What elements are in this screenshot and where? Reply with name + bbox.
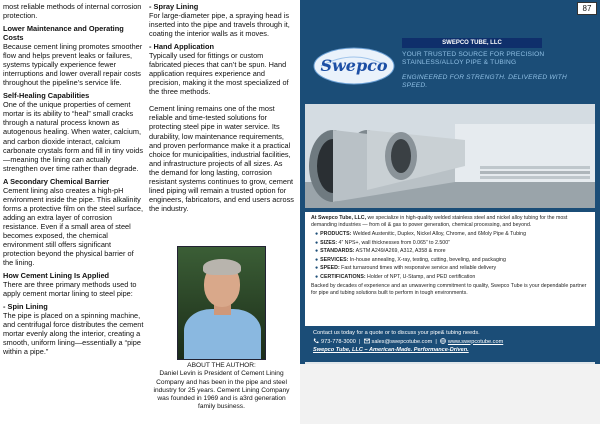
page-number: 87 xyxy=(577,2,597,15)
section-heading: Self-Healing Capabilities xyxy=(3,91,90,101)
section-text: Typically used for fittings or custom fabricated pieces that can’t be spun. Hand application requires experience and precision, making it the most specialized of the three methods. xyxy=(149,51,289,97)
phone-icon xyxy=(313,338,319,344)
ad-bullet: ● CERTIFICATIONS: Holder of NPT, U-Stamp, and PED certification xyxy=(315,273,476,280)
contact-details: 973-778-3000 | sales@swepcotube.com | www.swepcotube.com xyxy=(313,338,587,347)
ad-bullet: ● SERVICES: In-house annealing, X-ray, testing, cutting, beveling, and packaging xyxy=(315,256,506,263)
section-heading: How Cement Lining Is Applied xyxy=(3,271,110,281)
ad-bullet: ● PRODUCTS: Welded Austenitic, Duplex, Nickel Alloy, Chrome, and 6Moly Pipe & Tubing xyxy=(315,231,526,238)
intro-text: most reliable methods of internal corrosion protection. xyxy=(3,2,142,21)
section-heading: A Secondary Chemical Barrier xyxy=(3,176,110,186)
ad-bullet: ● SIZES: 4” NPS+, wall thicknesses from 0.065” to 2.500” xyxy=(315,239,450,246)
ad-bullet: ● SPEED: Fast turnaround times with responsive service and reliable delivery xyxy=(315,265,497,272)
page-margin xyxy=(300,364,600,424)
globe-icon xyxy=(440,338,446,344)
article-column-middle xyxy=(149,2,294,217)
ad-header xyxy=(305,38,595,98)
ad-bullet: ● STANDARDS: ASTM A249/A269, A312, A358 & more xyxy=(315,248,446,255)
ad-contact xyxy=(305,329,595,355)
author-bio: Daniel Levin is President of Cement Lining Company and has been in the pipe and steel industry for 25 years. Cement Lining Company was founded in 1969 and is a3rd generation family business. xyxy=(153,370,290,411)
section-text: For large-diameter pipe, a spraying head is inserted into the pipe and travels through it, coating the interior walls as it moves. xyxy=(149,11,290,39)
phone-link[interactable]: 973-778-3000 xyxy=(321,338,356,345)
section-text: Cement lining also creates a high-pH environment inside the pipe. This alkalinity forms a protective film on the steel surface, adding an extra layer of corrosion resistance. Even if a small area of steel becomes exposed, the chemical environment still offers significant protection beyond the physical barrier of the lining. xyxy=(3,185,143,268)
section-heading: - Hand Application xyxy=(149,42,215,52)
ad-tagline: YOUR TRUSTED SOURCE FOR PRECISION STAINLESS/ALLOY PIPE & TUBING xyxy=(402,51,545,67)
ad-body xyxy=(305,212,595,326)
ad-motto: Swepco Tube, LLC – American-Made. Performance-Driven. xyxy=(313,347,469,354)
author-photo xyxy=(177,246,266,360)
article-column-left xyxy=(3,2,144,360)
email-icon xyxy=(364,338,370,344)
section-heading: Lower Maintenance and Operating Costs xyxy=(3,24,124,43)
section-heading: - Spin Lining xyxy=(3,302,48,312)
section-text: One of the unique properties of cement mortar is its ability to “heal” small cracks through a natural process known as autogenous healing. When water, calcium, and carbon dioxide interact, calcium carbonate crystals form and fill in tiny voids—meaning the lining can actually strengthen over time rather than degrade. xyxy=(3,100,143,173)
section-text: There are three primary methods used to apply cement mortar lining to steel pipe: xyxy=(3,280,137,299)
closing-text: Cement lining remains one of the most reliable and time-tested solutions for protecting steel pipe in water service. Its durability, low maintenance requirements, and proven performance make it a practical choice for municipalities, industrial facilities, and infrastructure projects of all sizes. As the demand for long lasting, corrosion resistant systems continues to grow, cement lined piping will remain a trusted option for engineers, fabricators, and end users across the industry. xyxy=(149,104,294,213)
svg-text:Swepco: Swepco xyxy=(320,56,388,75)
author-box xyxy=(149,246,294,412)
section-text: The pipe is placed on a spinning machine, and centrifugal force distributes the cement mortar evenly along the interior, creating a smooth, uniform lining—essentially a “pipe within a pipe.” xyxy=(3,311,144,357)
ad-intro: At Swepco Tube, LLC, we specialize in high-quality welded stainless steel and nickel alloy tubing for the most demanding industries — from oil & gas to power generation, chemical processing, and beyond. xyxy=(311,215,568,229)
section-text: Because cement lining promotes smoother flow and helps prevent leaks or failures, systems typically experience fewer interruptions and lower overall repair costs throughout the pipeline’s service life. xyxy=(3,42,143,88)
contact-line: Contact us today for a quote or to discuss your pipe& tubing needs. xyxy=(313,330,480,336)
swepco-logo xyxy=(313,46,395,86)
steel-pipes-image xyxy=(305,104,595,208)
email-link[interactable]: sales@swepcotube.com xyxy=(371,338,433,345)
ad-closing: Backed by decades of experience and an unwavering commitment to quality, Swepco Tube is your dependable partner for pipe and tubing solutions built to perform in tough environments. xyxy=(311,282,587,296)
brand-bar: SWEPCO TUBE, LLC xyxy=(402,38,542,48)
website-link[interactable]: www.swepcotube.com xyxy=(447,338,504,345)
ad-bullet-list xyxy=(311,231,589,281)
author-heading: ABOUT THE AUTHOR: xyxy=(187,362,256,369)
section-heading: - Spray Lining xyxy=(149,2,199,11)
ad-slogan: ENGINEERED FOR STRENGTH. DELIVERED WITH SPEED. xyxy=(402,74,567,90)
